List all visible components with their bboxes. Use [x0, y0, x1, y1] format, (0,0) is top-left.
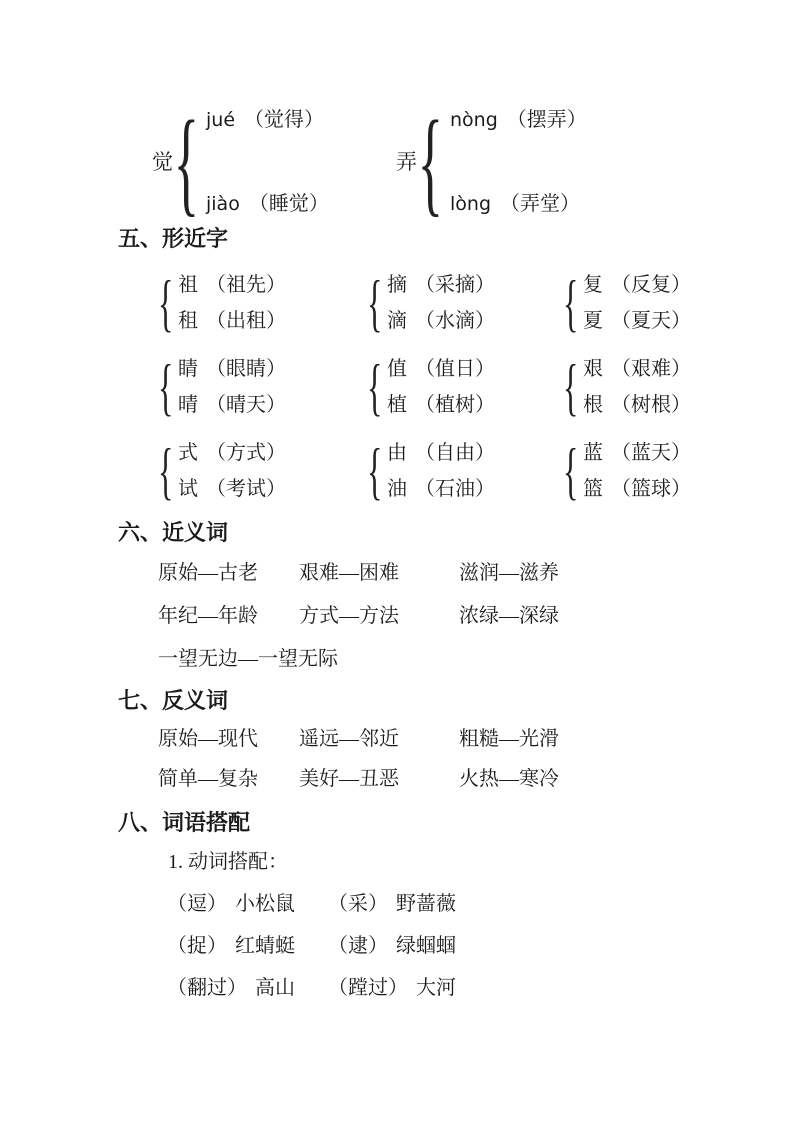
brace-icon: { [417, 96, 443, 227]
verb: （采） [328, 893, 388, 915]
example-word: （艰难） [611, 358, 691, 380]
synonym-pair: 原始—古老 [158, 562, 258, 584]
character-pair [563, 267, 768, 338]
polyphone-character: 觉 [152, 149, 173, 174]
polyphone-character: 弄 [396, 149, 417, 174]
object-word: 大河 [416, 977, 456, 999]
hanzi: 滴 [387, 310, 407, 332]
collocation-item [167, 935, 328, 957]
pair-line [387, 441, 495, 465]
verb: （翻过） [167, 977, 247, 999]
reading-line [450, 192, 587, 216]
synonym-pair: 一望无边—一望无际 [158, 648, 338, 670]
example-word: （自由） [415, 442, 495, 464]
character-pair [563, 351, 768, 422]
pair-line [583, 393, 691, 417]
collocation-item [328, 935, 456, 957]
collocation-item [167, 893, 328, 915]
pair-line [583, 477, 691, 501]
example-word: （夏天） [611, 310, 691, 332]
pair-line [178, 357, 286, 381]
hanzi: 复 [583, 274, 603, 296]
section-title-similar-characters: 五、形近字 [118, 226, 229, 251]
hanzi: 植 [387, 394, 407, 416]
pair-line [387, 273, 495, 297]
antonym-pair: 遥远—邻近 [299, 728, 399, 750]
character-pair [367, 435, 563, 506]
antonym-pair: 美好—丑恶 [299, 768, 399, 790]
example-word: （睡觉） [248, 193, 329, 215]
antonym-pair: 粗糙—光滑 [459, 728, 559, 750]
pair-line [583, 357, 691, 381]
reading-line [450, 108, 587, 132]
collocation-row [167, 977, 456, 999]
collocation-item [328, 977, 456, 999]
collocation-row [167, 935, 456, 957]
hanzi: 摘 [387, 274, 407, 296]
pair-line [583, 309, 691, 333]
character-pair [158, 267, 367, 338]
reading-line [206, 192, 329, 216]
collocation-item [328, 893, 456, 915]
reading-line [206, 108, 329, 132]
brace-icon: { [158, 435, 174, 506]
pair-line [178, 441, 286, 465]
hanzi: 租 [178, 310, 198, 332]
hanzi: 油 [387, 478, 407, 500]
antonym-row [158, 728, 559, 750]
brace-icon: { [158, 351, 174, 422]
synonym-row [158, 605, 559, 627]
polyphone-group-nong [396, 96, 587, 227]
example-word: （树根） [611, 394, 691, 416]
collocations-list [167, 893, 456, 1019]
pair-line [387, 477, 495, 501]
pair-line [583, 273, 691, 297]
pair-line [387, 309, 495, 333]
section-title-antonyms: 七、反义词 [118, 688, 229, 713]
hanzi: 值 [387, 358, 407, 380]
hanzi: 晴 [178, 394, 198, 416]
verb: （逮） [328, 935, 388, 957]
example-word: （弄堂） [500, 193, 581, 215]
example-word: （水滴） [415, 310, 495, 332]
pair-line [178, 477, 286, 501]
hanzi: 睛 [178, 358, 198, 380]
readings-list [199, 108, 329, 216]
character-pair [367, 351, 563, 422]
synonym-pair: 年纪—年龄 [158, 605, 258, 627]
character-pair [367, 267, 563, 338]
collocation-subtitle: 1. 动词搭配： [168, 851, 288, 873]
character-pair [158, 435, 367, 506]
hanzi: 蓝 [583, 442, 603, 464]
example-word: （反复） [611, 274, 691, 296]
character-pair [563, 435, 768, 506]
synonym-row [158, 648, 559, 670]
antonyms-list [158, 728, 559, 808]
synonyms-list [158, 562, 559, 691]
synonym-pair: 浓绿—深绿 [459, 605, 559, 627]
example-word: （蓝天） [611, 442, 691, 464]
example-word: （值日） [415, 358, 495, 380]
polyphone-group-jue [152, 96, 329, 227]
hanzi: 根 [583, 394, 603, 416]
hanzi: 艰 [583, 358, 603, 380]
antonym-pair: 原始—现代 [158, 728, 258, 750]
example-word: （考试） [206, 478, 286, 500]
example-word: （植树） [415, 394, 495, 416]
hanzi: 篮 [583, 478, 603, 500]
pinyin-text: nòng [450, 109, 498, 131]
synonym-pair: 艰难—困难 [299, 562, 399, 584]
example-word: （祖先） [206, 274, 286, 296]
antonym-pair: 简单—复杂 [158, 768, 258, 790]
antonym-pair: 火热—寒冷 [459, 768, 559, 790]
object-word: 小松鼠 [235, 893, 295, 915]
example-word: （晴天） [206, 394, 286, 416]
hanzi: 夏 [583, 310, 603, 332]
verb: （捉） [167, 935, 227, 957]
synonym-pair: 滋润—滋养 [459, 562, 559, 584]
example-word: （石油） [415, 478, 495, 500]
pinyin-text: lòng [450, 193, 492, 215]
brace-icon: { [563, 435, 579, 506]
brace-icon: { [367, 267, 383, 338]
collocation-row [167, 893, 456, 915]
synonym-pair: 方式—方法 [299, 605, 399, 627]
pair-line [387, 357, 495, 381]
similar-characters-grid [158, 267, 768, 506]
readings-list [443, 108, 587, 216]
pair-line [178, 393, 286, 417]
example-word: （方式） [206, 442, 286, 464]
pinyin-text: jiào [206, 193, 240, 215]
brace-icon: { [173, 96, 199, 227]
hanzi: 由 [387, 442, 407, 464]
object-word: 红蜻蜓 [235, 935, 295, 957]
pair-line [387, 393, 495, 417]
brace-icon: { [563, 351, 579, 422]
object-word: 绿蝈蝈 [396, 935, 456, 957]
pinyin-text: jué [206, 109, 236, 131]
pair-line [178, 309, 286, 333]
example-word: （出租） [206, 310, 286, 332]
example-word: （觉得） [244, 109, 325, 131]
section-title-collocations: 八、词语搭配 [118, 810, 251, 835]
example-word: （眼睛） [206, 358, 286, 380]
pair-line [583, 441, 691, 465]
hanzi: 式 [178, 442, 198, 464]
brace-icon: { [563, 267, 579, 338]
example-word: （篮球） [611, 478, 691, 500]
pair-line [178, 273, 286, 297]
character-pair [158, 351, 367, 422]
object-word: 野蔷薇 [396, 893, 456, 915]
object-word: 高山 [255, 977, 295, 999]
section-title-synonyms: 六、近义词 [118, 520, 229, 545]
verb: （蹚过） [328, 977, 408, 999]
brace-icon: { [367, 351, 383, 422]
hanzi: 试 [178, 478, 198, 500]
collocation-item [167, 977, 328, 999]
brace-icon: { [367, 435, 383, 506]
synonym-row [158, 562, 559, 584]
antonym-row [158, 768, 559, 790]
brace-icon: { [158, 267, 174, 338]
verb: （逗） [167, 893, 227, 915]
example-word: （摆弄） [506, 109, 587, 131]
example-word: （采摘） [415, 274, 495, 296]
hanzi: 祖 [178, 274, 198, 296]
